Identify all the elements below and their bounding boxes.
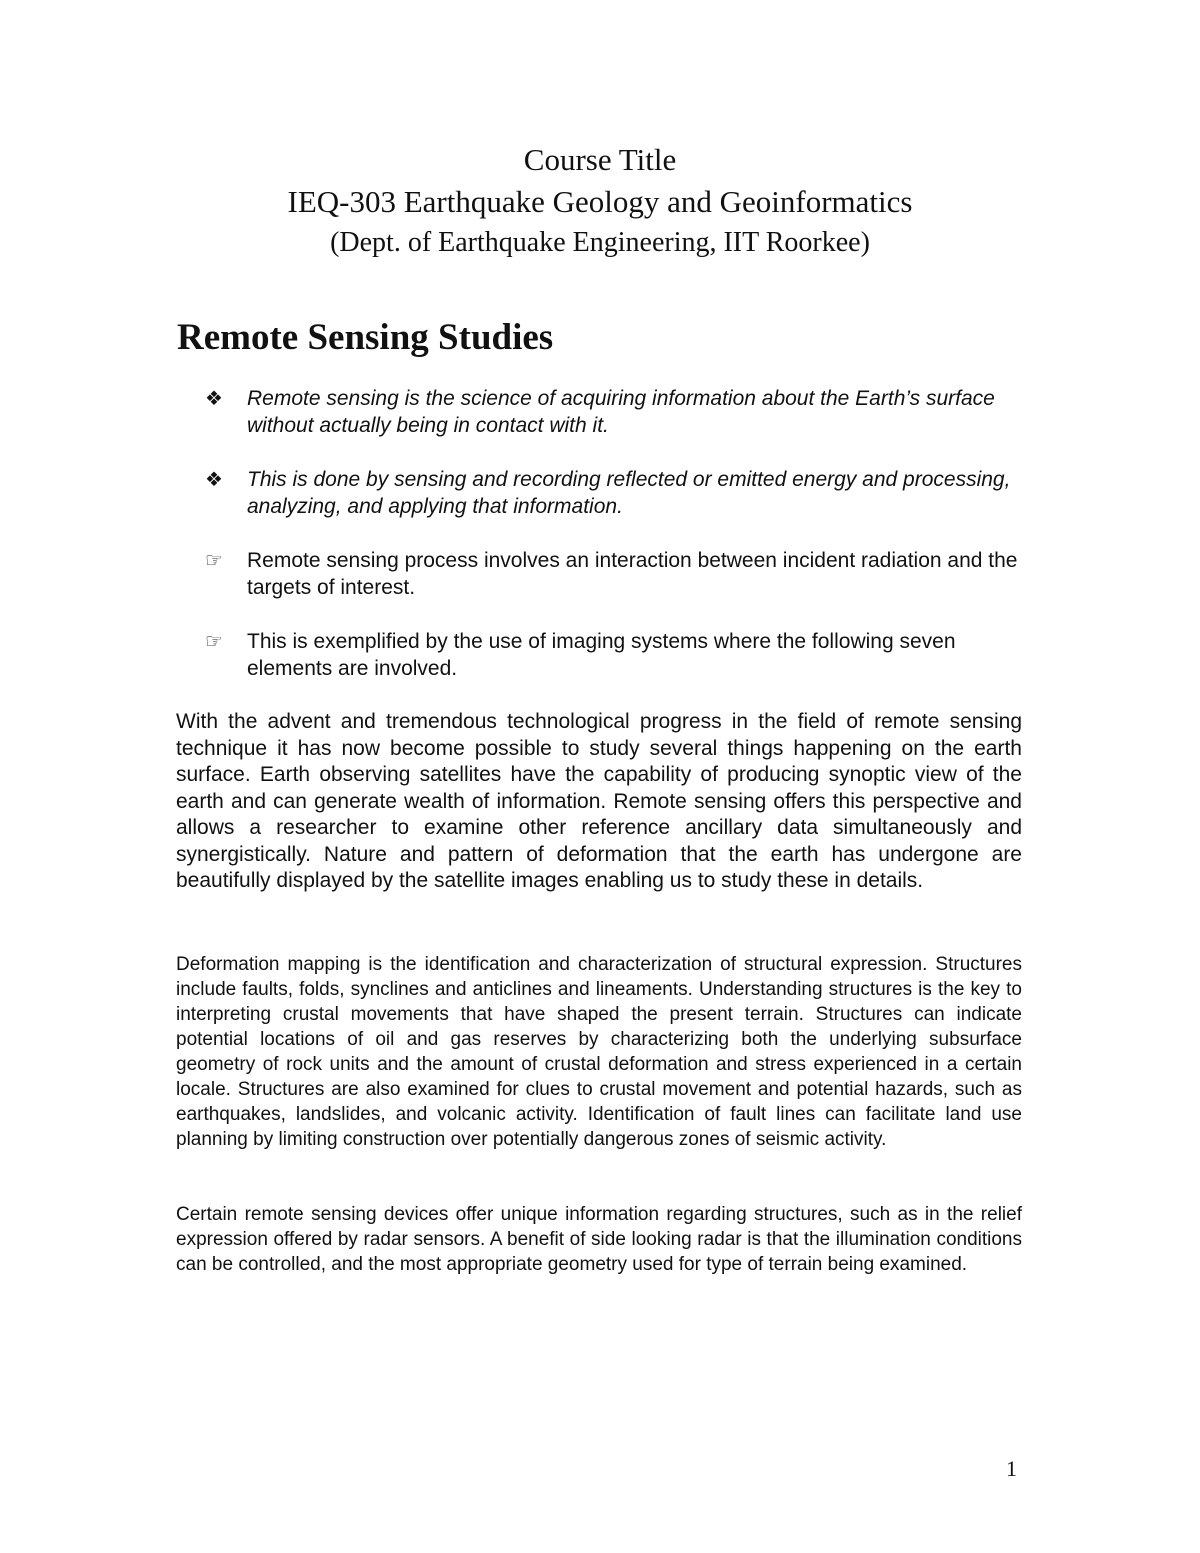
bullet-text: This is exemplified by the use of imaging systems where the following seven elements are involved.: [247, 630, 956, 680]
document-header: [0, 140, 1200, 263]
bullet-item: [205, 628, 1025, 682]
bullet-item: [205, 547, 1025, 601]
body-paragraph: Deformation mapping is the identification and characterization of structural expression. Structures include faults, folds, synclines and anticlines and lineaments. Understanding structures is the key to interpreting crustal movements that have shaped the present terrain. Structures can indicate potential locations of oil and gas reserves by characterizing both the underlying subsurface geometry of rock units and the amount of crustal deformation and stress experienced in a certain locale. Structures are also examined for clues to crustal movement and potential hazards, such as earthquakes, landslides, and volcanic activity. Identification of fault lines can facilitate land use planning by limiting construction over potentially dangerous zones of seismic activity.: [176, 954, 1022, 1150]
body-paragraph: Certain remote sensing devices offer unique information regarding structures, such as in the relief expression offered by radar sensors. A benefit of side looking radar is that the illumination conditions can be controlled, and the most appropriate geometry used for type of terrain being examined.: [176, 1204, 1022, 1275]
course-name: IEQ-303 Earthquake Geology and Geoinformatics: [287, 184, 913, 219]
bullet-text: Remote sensing is the science of acquiring information about the Earth’s surface without actually being in contact with it.: [247, 387, 995, 437]
bullet-text: Remote sensing process involves an interaction between incident radiation and the targets of interest.: [247, 549, 1018, 599]
pointing-hand-icon: ☞: [205, 550, 223, 572]
bullet-text: This is done by sensing and recording reflected or emitted energy and processing, analyzing, and applying that information.: [247, 468, 1011, 518]
page-number: 1: [1006, 1456, 1017, 1481]
body-paragraph: With the advent and tremendous technological progress in the field of remote sensing technique it has now become possible to study several things happening on the earth surface. Earth observing satellites have the capability of producing synoptic view of the earth and can generate wealth of information. Remote sensing offers this perspective and allows a researcher to examine other reference ancillary data simultaneously and synergistically. Nature and pattern of deformation that the earth has undergone are beautifully displayed by the satellite images enabling us to study these in details.: [176, 710, 1022, 892]
course-title-label: Course Title: [523, 142, 677, 177]
bullet-item: [205, 466, 1025, 520]
department-name: (Dept. of Earthquake Engineering, IIT Roorkee): [330, 227, 870, 258]
pointing-hand-icon: ☞: [205, 631, 223, 653]
section-title: Remote Sensing Studies: [177, 317, 554, 358]
bullet-item: [205, 385, 1025, 439]
diamond-star-icon: ❖: [205, 388, 223, 410]
diamond-star-icon: ❖: [205, 469, 223, 491]
